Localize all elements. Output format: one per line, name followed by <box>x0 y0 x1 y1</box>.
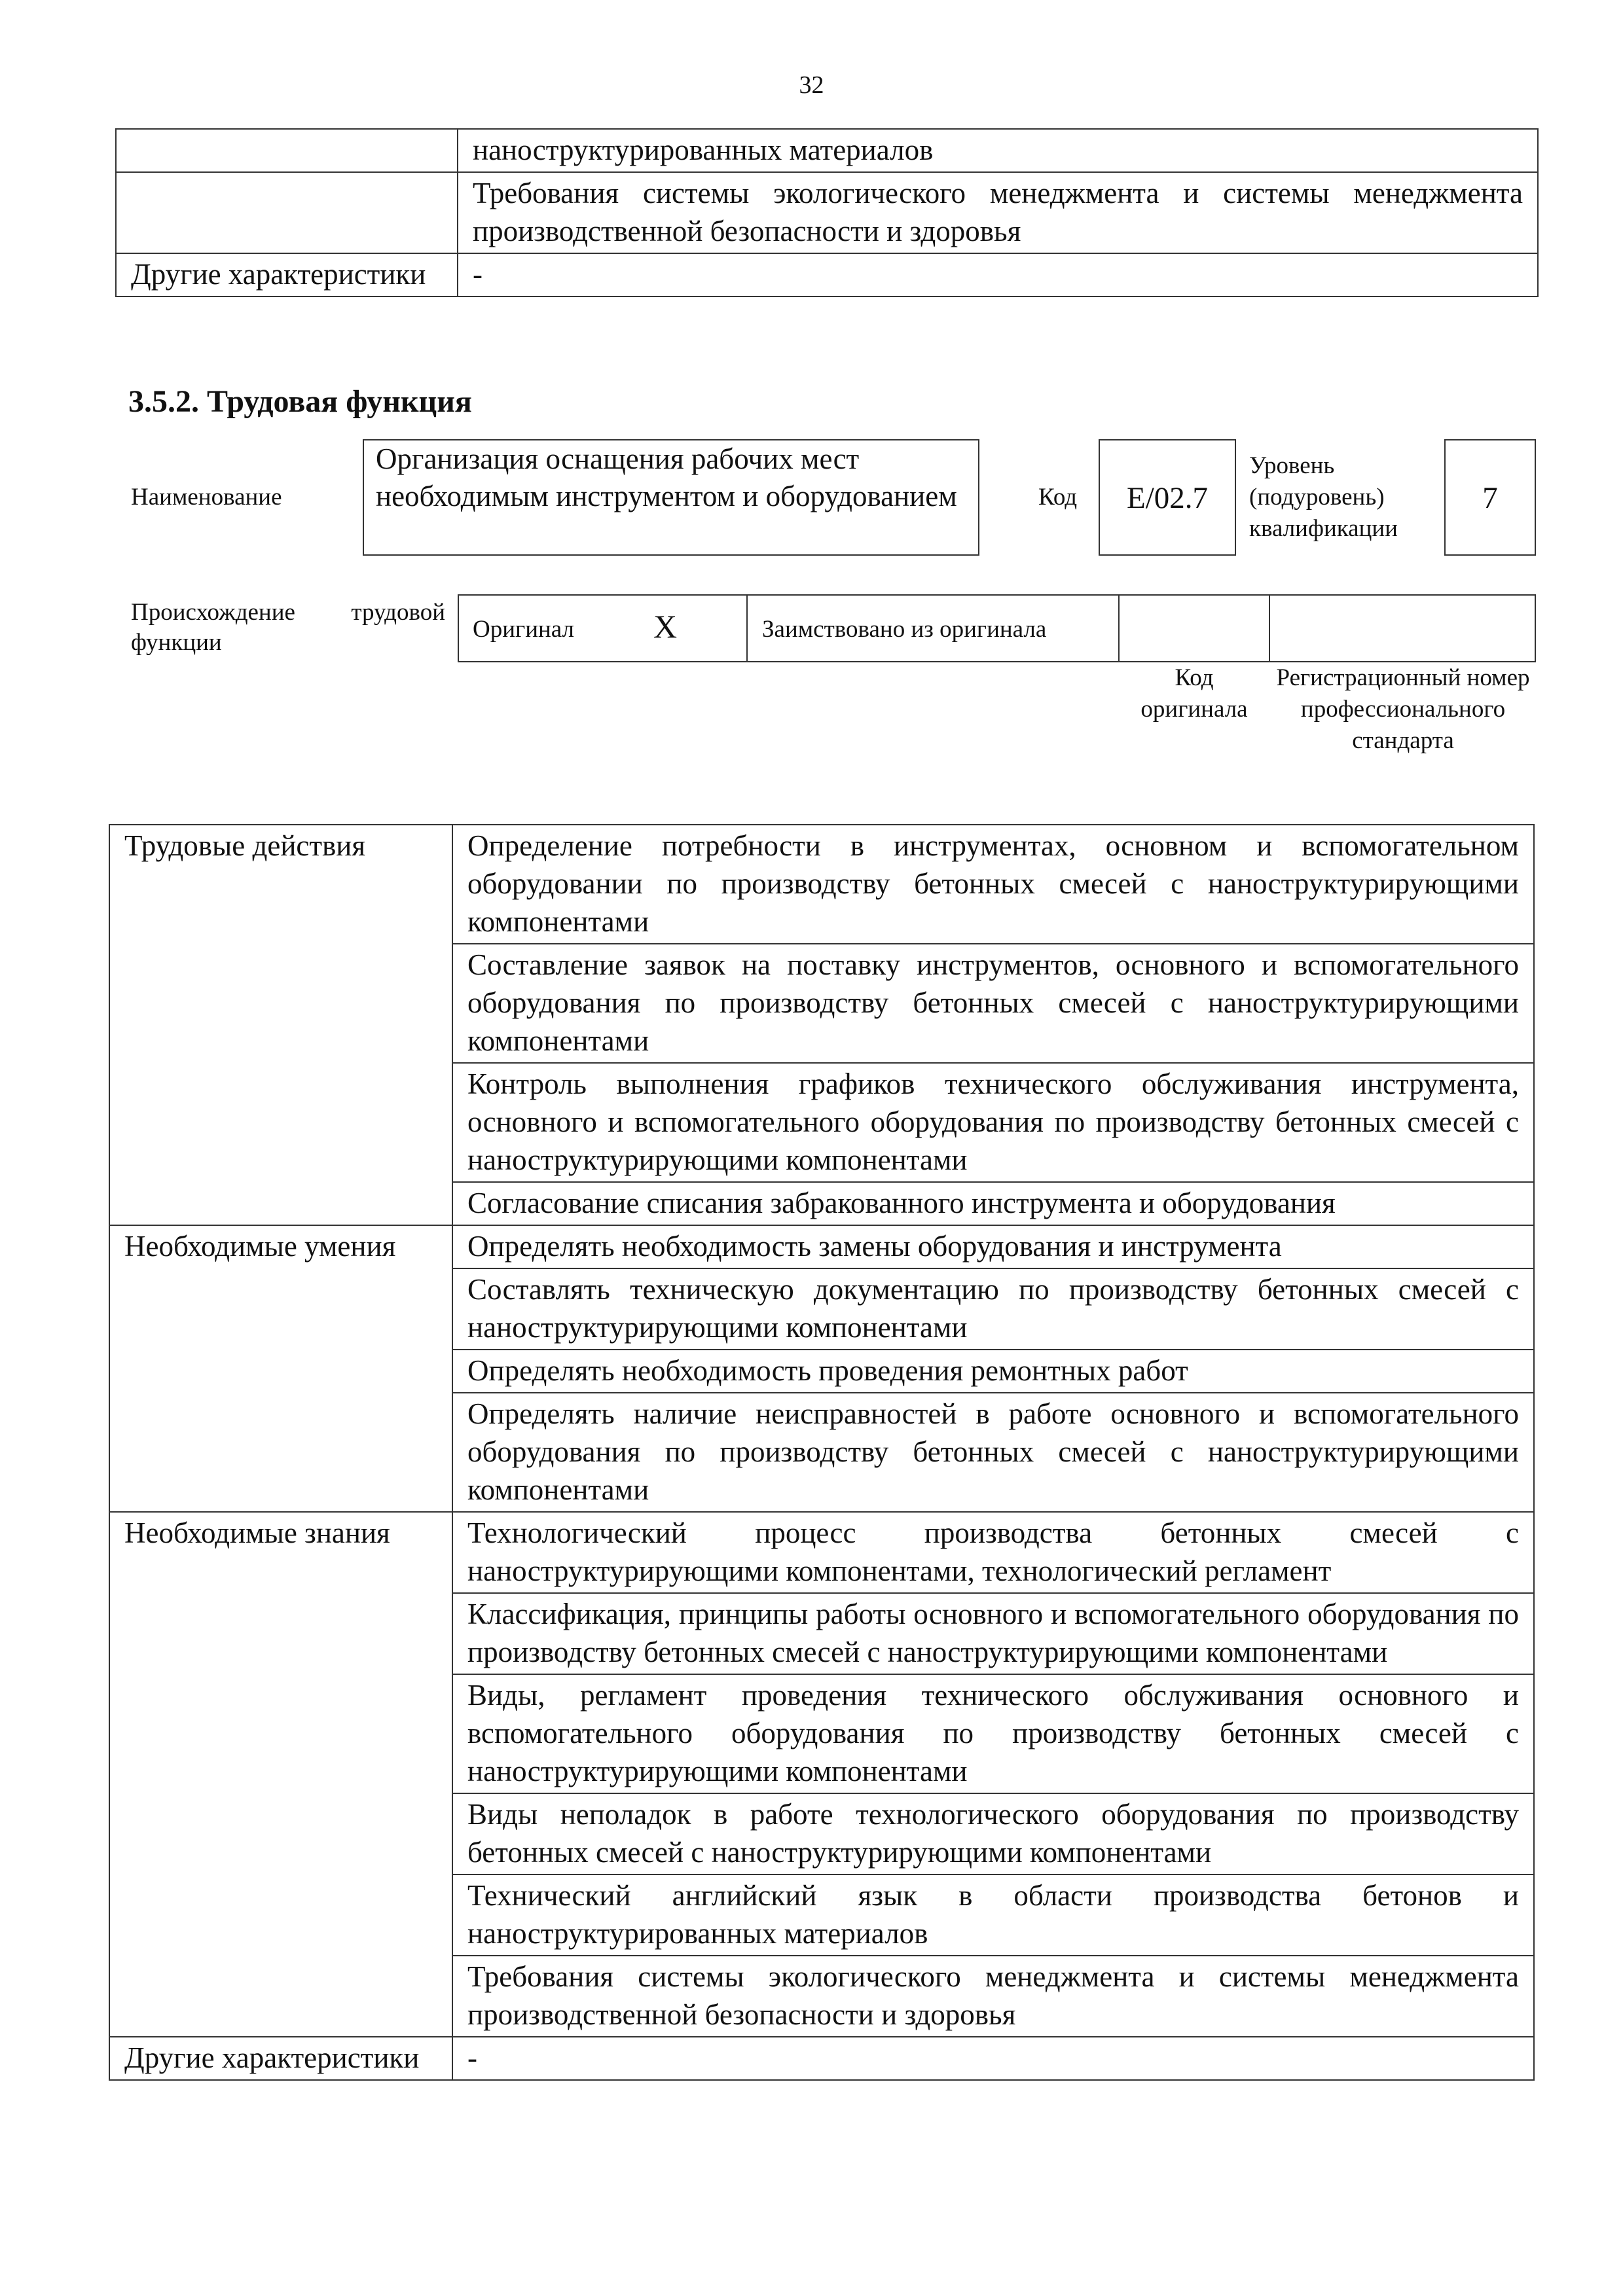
continued-table <box>115 128 1539 297</box>
page-number: 32 <box>799 71 824 99</box>
origin-label: Происхождение трудовой функции <box>131 599 445 656</box>
other-label: Другие характеристики <box>109 2037 452 2080</box>
skill-item: Определять необходимость проведения ремонтных работ <box>452 1350 1534 1393</box>
action-item: Контроль выполнения графиков технического обслуживания инструмента, основного и вспомогательного оборудования по производству бетонных смесей с наноструктурирующими компонентами <box>452 1063 1534 1182</box>
action-item: Согласование списания забракованного инструмента и оборудования <box>452 1182 1534 1225</box>
borrowed-label: Заимствовано из оригинала <box>762 616 1047 643</box>
function-name-box: Организация оснащения рабочих мест необходимым инструментом и оборудованием <box>363 439 979 556</box>
original-code-caption: Код оригинала <box>1140 664 1248 723</box>
reg-number-caption: Регистрационный номер профессионального стандарта <box>1276 664 1530 754</box>
row-label: Другие характеристики <box>116 253 458 296</box>
row-text: Требования системы экологического менеджмента и системы менеджмента производственной безопасности и здоровья <box>458 172 1538 253</box>
knowledge-item: Виды, регламент проведения технического обслуживания основного и вспомогательного оборудования по производству бетонных смесей с наноструктурирующими компонентами <box>452 1674 1534 1793</box>
knowledge-label: Необходимые знания <box>109 1512 452 2037</box>
knowledge-item: Требования системы экологического менеджмента и системы менеджмента производственной безопасности и здоровья <box>452 1956 1534 2037</box>
row-label <box>116 172 458 253</box>
knowledge-item: Технологический процесс производства бетонных смесей с наноструктурирующими компонентами, технологический регламент <box>452 1512 1534 1593</box>
level-label: Уровень (подуровень) квалификации <box>1249 452 1398 542</box>
original-label: Оригинал <box>473 616 575 643</box>
actions-label: Трудовые действия <box>109 825 452 1225</box>
row-text: наноструктурированных материалов <box>458 129 1538 172</box>
skill-item: Составлять техническую документацию по производству бетонных смесей с наноструктурирующими компонентами <box>452 1268 1534 1350</box>
action-item: Составление заявок на поставку инструментов, основного и вспомогательного оборудования по производству бетонных смесей с наноструктурирующими компонентами <box>452 944 1534 1063</box>
origin-divider <box>1269 594 1270 662</box>
action-item: Определение потребности в инструментах, основном и вспомогательном оборудовании по производству бетонных смесей с наноструктурирующими компонентами <box>452 825 1534 944</box>
function-details-table <box>109 824 1535 2081</box>
row-text: - <box>458 253 1538 296</box>
skill-item: Определять наличие неисправностей в работе основного и вспомогательного оборудования по производству бетонных смесей с наноструктурирующими компонентами <box>452 1393 1534 1512</box>
name-label: Наименование <box>131 484 282 511</box>
other-value: - <box>452 2037 1534 2080</box>
table-row <box>109 1512 1534 1593</box>
table-row <box>116 129 1538 172</box>
knowledge-item: Классификация, принципы работы основного и вспомогательного оборудования по производству бетонных смесей с наноструктурирующими компонентами <box>452 1593 1534 1674</box>
origin-divider <box>746 594 748 662</box>
code-value-box: E/02.7 <box>1099 439 1236 556</box>
table-row <box>109 825 1534 944</box>
origin-divider <box>1118 594 1120 662</box>
row-label <box>116 129 458 172</box>
skill-item: Определять необходимость замены оборудования и инструмента <box>452 1225 1534 1268</box>
level-value-box: 7 <box>1444 439 1536 556</box>
code-label: Код <box>1038 484 1078 511</box>
table-row <box>116 253 1538 296</box>
knowledge-item: Технический английский язык в области производства бетонов и наноструктурированных материалов <box>452 1874 1534 1956</box>
section-heading: 3.5.2. Трудовая функция <box>128 384 472 419</box>
table-row <box>116 172 1538 253</box>
skills-label: Необходимые умения <box>109 1225 452 1512</box>
table-row <box>109 2037 1534 2080</box>
table-row <box>109 1225 1534 1268</box>
knowledge-item: Виды неполадок в работе технологического оборудования по производству бетонных смесей с наноструктурирующими компонентами <box>452 1793 1534 1874</box>
original-mark: X <box>653 608 678 645</box>
